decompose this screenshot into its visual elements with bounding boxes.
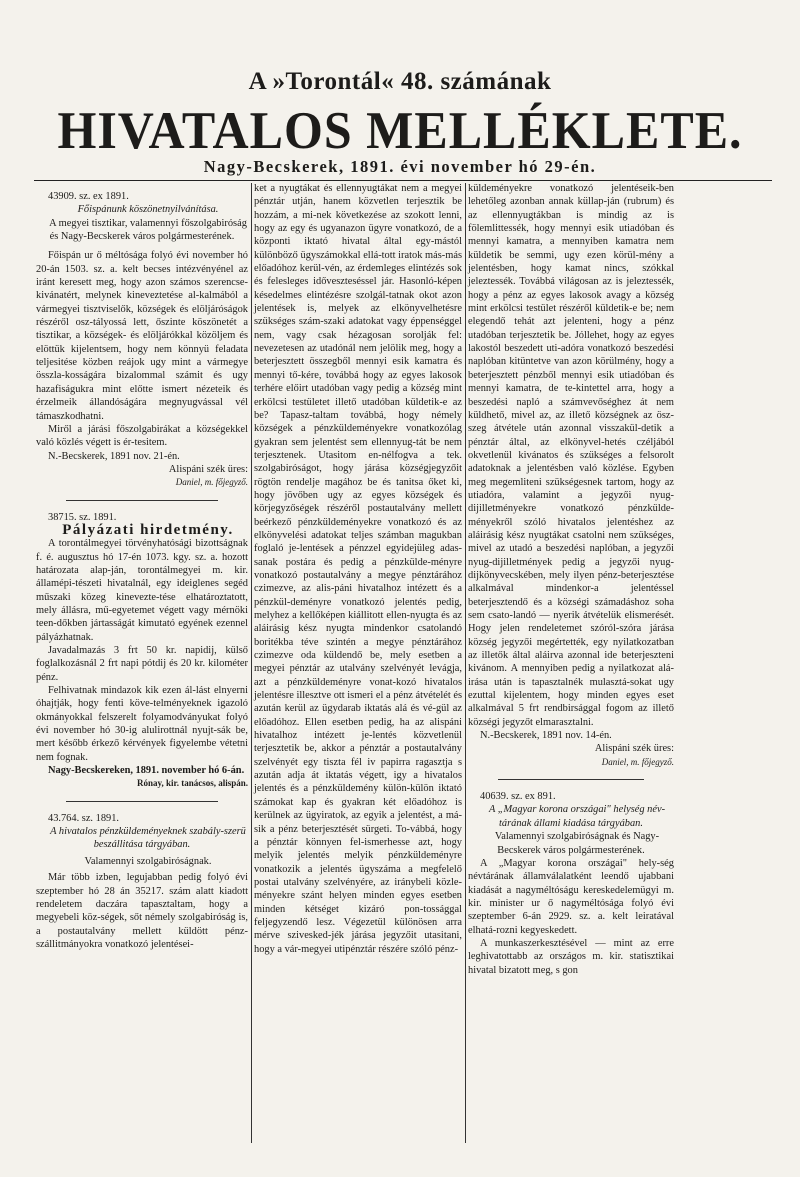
article-address: Valamennyi szolgabiróságnak. <box>84 855 212 867</box>
article-subtitle: Főispánunk köszönetnyilvánítása. <box>77 204 219 216</box>
separator-rule <box>498 779 644 780</box>
article-signer: Daniel, m. főjegyző. <box>175 477 248 488</box>
article-dateline: N.-Becskerek, 1891 nov. 14-én. <box>480 730 612 742</box>
article-body: Főispán ur ő méltósága folyó évi november hó 20-án 1503. sz. a. kelt becses intézvényénel az iránt keresett meg, hogy azon számos szerencse-kivánatért, melynek kineveztetése al-kalmából a vármegyei tisztviselők, községek és elöljáróságok részéről osz-tályossá lett, őszinte köszönetét a tisztikar, a községek- és elöljárókkal közöljem és elöttük kijelentsem, hogy nem könnyü feladata teljesitése közben reájok ugy mint a vármegye összla-kosságára bizalommal számit és ugy hazafiságukra mint előtte ismert nézeteik és érzelmeik állandóságára megnyugvással vél támaszkodhatni. <box>36 250 248 422</box>
column-rule-2 <box>465 183 466 1143</box>
article-body-2: Javadalmazás 3 frt 50 kr. napidij, külső foglalkozásnál 2 frt napi pótdij és 20 kr. kilométer pénz. <box>36 645 248 683</box>
article-ref: 40639. sz. ex 891. <box>480 791 556 803</box>
column-rule-1 <box>251 183 252 1143</box>
article-body-3: Felhivatnak mindazok kik ezen ál-lást elnyerni óhajtják, hogy fenti köve-telményeknek igazoló okmányokkal felszerelt folyamodványukat folyó évi november hó 30-ig alulirottnál nyujt-sák be, mert később érkező kérvények figyelembe vétetni nem fognak. <box>36 685 248 763</box>
article-subtitle: A hivatalos pénzküldeményeknek szabály-szerü beszállitása tárgyában. <box>50 826 246 851</box>
article-ref: 43.764. sz. 1891. <box>48 812 119 824</box>
masthead-line-1: A »Torontál« 48. számának <box>248 68 552 95</box>
column-2 <box>254 182 462 956</box>
article-continuation-2: küldeményekre vonatkozó jelentéseik-ben lehetőleg azonban annak küllap-ján (rubrum) és az ellennyugtákban is mindig az is fölemlittessék, hogy mennyi esik utiadóban és mennyi kamatra, a mennyiben kamatra nem küldetik be semmi, ugy ezen körül-mény a jelentésben, hogy kamat nincs, szókkal jeleztessék. Továbbá világosan az is jeleztessék, hogy a pénz az egyes lakosok avagy a község mint erkölcsi testület részéről küldetik-e be; nem elegendő tehát azt jelenteni, hogy a pénz utadóban terjesztetik be. Jóllehet, hogy az egyes lakostól beszedett uti-adóra vonatkozó beszedési naplóban kitüntetve van azon körülmény, hogy a beterjesztett pénzből mennyi esik utiadóban és mennyi kamatra, de te-kintettel arra, hogy a beszedési napló a számvevőséghez át nem küldhető, mivel az, az illető községnek az ösz-szeg átvétele után azonnal visszakül-detik a pénztár által, az elkönyvel-hetés czéljából okvetlenül kivánatos és szükséges a felsorolt adatoknak a jelentésben való közlése. Egyben meg megemliteni szükségesnek tartom, hogy az utiadóra, valamint a jegyzői nyug-dijilletményekre vonatkozó pénzkülde-ményekről szóló hivatalos jelentéshez az aláirásig kész nyugtákat csatolni nem szükséges, mivel az utadó a beszedési naplóban, a jegyzői nyug-dijilletmények pedig a jegyzői nyug-dijkönyvecskében, mely ilyen pénz-beterjesztése alkalmával mindenkor-a jelentéssel beterjesztendő és a községi számadáshoz soha sem csato-landó — nyerik átvételük elismerését. Hogy jelen rendeletemet szóról-szóra járása község jegyzői megértették, egy nyilatkozatban az illetők által aláirva azonnal ide beterjeszteni kivánom. A mennyiben pedig a nyilatkozat alá-irása után is tapasztalnék mulasztá-sokat ugy ezuttal kijelentem, hogy minden egyes eset alkalmával 5 frt rendbirsággal fogom az illető községi jegyzőt elmarasztalni. <box>468 183 674 728</box>
column-1 <box>36 190 248 951</box>
article-ref: 43909. sz. ex 1891. <box>48 191 129 202</box>
article-body-2: A munkaszerkesztésével — mint az erre leghivatottabb az országos m. kir. statisztikai hivatal bizatott meg, s gon <box>468 937 674 976</box>
masthead-dateline: Nagy-Becskerek, 1891. évi november hó 29-én. <box>203 157 597 176</box>
article-signer: Rónay, kir. tanácsos, alispán. <box>137 778 248 789</box>
article-title: Pályázati hirdetmény. <box>62 521 234 538</box>
article-office: Alispáni szék üres: <box>168 463 248 475</box>
article-dateline: Nagy-Becskereken, 1891. november hó 6-án. <box>48 765 245 777</box>
article-address: A megyei tisztikar, valamennyi főszolgabiróság és Nagy-Becskerek város polgármesterének. <box>49 217 247 243</box>
article-subtitle: A „Magyar korona országai" helység név-tárának állami kiadása tárgyában. <box>488 804 666 829</box>
article-continuation: ket a nyugtákat és ellennyugtákat nem a megyei pénztár utján, hanem közvetlen terjesztik be hozzám, a mi-nek következése az szokott lenni, hogy az egy és ugyanazon ügyre vonatkozó, de a központi iktató hivatal által egy-mástól különböző ügyszámokkal ellá-tott iratok más-más előadóhoz kerül-vén, az érdemleges elintézés sok és felesleges időveszteséssel jár. Hasonló-képen késedelmes elintézésre szolgál-tatnak okot azon jelentések is, melyek az elkönyvelhetésre szükséges szám-szaki adatokat vagy éppenséggel nem, vagy csak hézagosan sorolják fel: nevezetesen az utadónál nem jelölik meg, hogy a beterjesztett összegből mennyi esik kamatra és mennyi tő-kére, továbbá hogy az egyes lakosok terhére előirt utadóban vagy pedig a község mint erkölcsi testületet illető utadóban küldetik-e az be? Tapasz-taltam továbbá, hogy némely községek a pénzküldeményekre vonatkozólag gyakran sem jelentést sem ellennyug-tát be nem terjesztenek. Utasitom en-nélfogva a tek. szolgabiróságot, hogy járása községjegyzőit rögtön rendelje magához be és tanitsa őket ki, hogy jövőben ugy az egyes községek és körjegyzőségek részéről postautalvány mellett beérkező pénzküldeményekre vonatkozó és az elkönyvelési adatokat teljes számban magukban foglaló je-lentések a pénzzel egyidejüleg adas-sanak postára és pedig a pénzkülde-ményre vonatkozó postautalvány a megye pénztárához czimezve, az alis-páni hivatalhoz intézett és a pénzkül-deményre vonatkozó jelentés pedig, melyhez a kellőképen kiállitott ellen-nyugta és az aláirásig kész nyugta mindenkor csatolandó boritékba téve szintén a megye pénztárához czimezve oda küldendő be, mely esetben a megyei pénztár az utalvány szelvényét levágja, azt a pénzküldeményre vonat-kozó hivatalos jelentésre illesztve ott ismeri el a pénz átvételét és azután kerül az ügydarab iktatás alá és vé-gül az előadóhoz. Ellen esetben pedig, ha az alispáni hivatalhoz intézett je-lentés közvetlenül terjesztetik be, akkor a pénztár a postautalvány szelvényét egy tiszta fél iv papirra ragasztja s azután adja át iktatás végett, igy a hivatalos jelentés és a pénzküldemény külön-külön iktató számokat kap és gyakran két előadóhoz is kerülnek az ügyiratok, az egyik a jelentést, a má-sik a pénz beterjesztését sürgeti. To-vábbá, hogy a pénztár könnyen fel-ismerhesse azt, hogy melyik jelentés melyik pénzküldeményre vonatkozik a jelentés ügyszáma a megfelelő postai utalvány szelvényére, az iránybeli közle-ményekre szánt helyen minden egyes esetben minden kétséget kizáró pon-tossággal feljegyzendő lesz. Végezetül különösen arra mérve szivesked-jék járása jegyzőit utasitani, hogy a vár-megyei utipénztár részére szóló pénz- <box>254 183 462 955</box>
column-3 <box>468 182 674 977</box>
masthead-title: HIVATALOS MELLÉKLETE. <box>57 100 743 160</box>
article-body: Már több izben, legujabban pedig folyó évi szeptember hó 28 án 35217. szám alatt kiadott rendeletem daczára tapasztaltam, hogy a megyebeli köz-ségek, sőt némely szolgabiróság is, a postautalvány mellett küldött pénz-szállitmányokra vonatkozó jelentései- <box>36 872 248 950</box>
separator-rule <box>66 500 218 501</box>
article-office: Alispáni szék üres: <box>594 743 674 755</box>
masthead-rule <box>34 180 772 181</box>
article-body: A „Magyar korona országai" hely-ség névtárának államválalatként leendő ujabbani kiadását a nagyméltóságu kereskedelemügyi m. kir. minister ur ő nagyméltósága folyó évi szeptember 6-án 2929. sz. a. kelt leiratával elhatá-rozni kegyeskedett. <box>468 857 674 936</box>
article-body: A torontálmegyei törvényhatósági bizottságnak f. é. augusztus hó 17-én 1073. kgy. sz. a. hozott határozata alap-ján, torontálmegyei m. kir. államépi-tészeti hivatalnál, egy ideiglenes segéd műszaki közeg kinevezte-tése elhatároztatott, mely állásra, mű-egyetemet végett vagy mérnöki teen-dőkben jártasságát kimutató egyének ezennel pályázhatnak. <box>36 538 248 643</box>
article-signer: Daniel, m. főjegyző. <box>601 756 674 767</box>
article-body-2: Miről a járási főszolgabirákat a községekkel való közlés végett is ér-tesitem. <box>36 423 248 449</box>
article-address: Valamennyi szolgabiróságnak és Nagy-Becskerek város polgármesterének. <box>494 831 660 856</box>
article-dateline: N.-Becskerek, 1891 nov. 21-én. <box>48 450 180 462</box>
separator-rule <box>66 801 218 802</box>
article-ref: 38715. sz. 1891. <box>48 511 117 523</box>
